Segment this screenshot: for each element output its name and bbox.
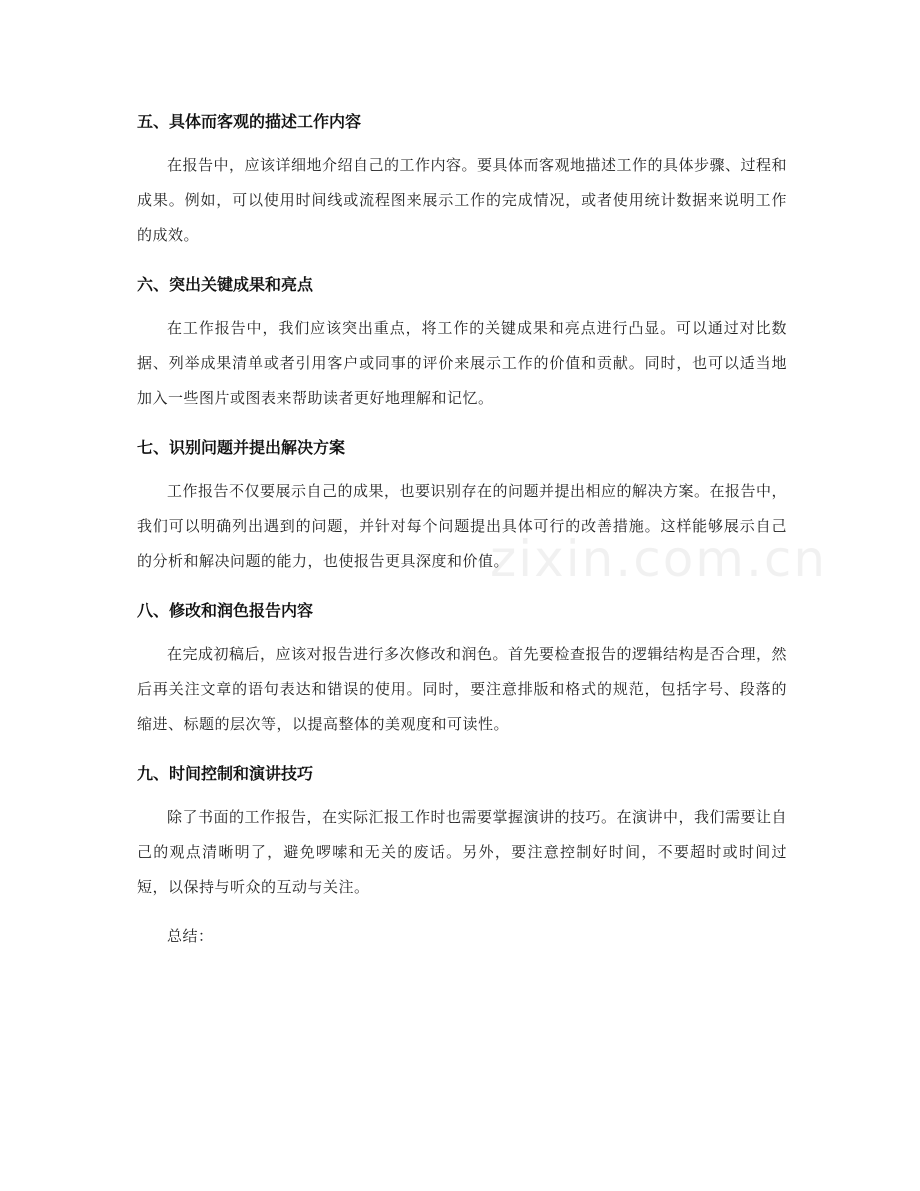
section-title-5: 五、具体而客观的描述工作内容 [137, 112, 362, 131]
watermark: zixin.com.cn [490, 530, 828, 588]
document-content [137, 104, 787, 968]
section-title-6: 六、突出关键成果和亮点 [137, 275, 314, 294]
section-title-7: 七、识别问题并提出解决方案 [137, 438, 346, 457]
section-title-8: 八、修改和润色报告内容 [137, 601, 314, 620]
section-body-5: 在报告中，应该详细地介绍自己的工作内容。要具体而客观地描述工作的具体步骤、过程和成果。例如，可以使用时间线或流程图来展示工作的完成情况，或者使用统计数据来说明工作的成效。 [137, 156, 788, 244]
section-title-9: 九、时间控制和演讲技巧 [137, 764, 314, 783]
section-body-8: 在完成初稿后，应该对报告进行多次修改和润色。首先要检查报告的逻辑结构是否合理，然后再关注文章的语句表达和错误的使用。同时，要注意排版和格式的规范，包括字号、段落的缩进、标题的层次等，以提高整体的美观度和可读性。 [137, 645, 788, 733]
section-body-9: 除了书面的工作报告，在实际汇报工作时也需要掌握演讲的技巧。在演讲中，我们需要让自己的观点清晰明了，避免啰嗦和无关的废话。另外，要注意控制好时间，不要超时或时间过短，以保持与听众的互动与关注。 [137, 808, 788, 896]
section-body-6: 在工作报告中，我们应该突出重点，将工作的关键成果和亮点进行凸显。可以通过对比数据、列举成果清单或者引用客户或同事的评价来展示工作的价值和贡献。同时，也可以适当地加入一些图片或图表来帮助读者更好地理解和记忆。 [137, 319, 787, 407]
section-body-7: 工作报告不仅要展示自己的成果，也要识别存在的问题并提出相应的解决方案。在报告中，我们可以明确列出遇到的问题，并针对每个问题提出具体可行的改善措施。这样能够展示自己的分析和解决问题的能力，也使报告更具深度和价值。 [137, 482, 788, 570]
summary-label: 总结： [167, 927, 214, 945]
